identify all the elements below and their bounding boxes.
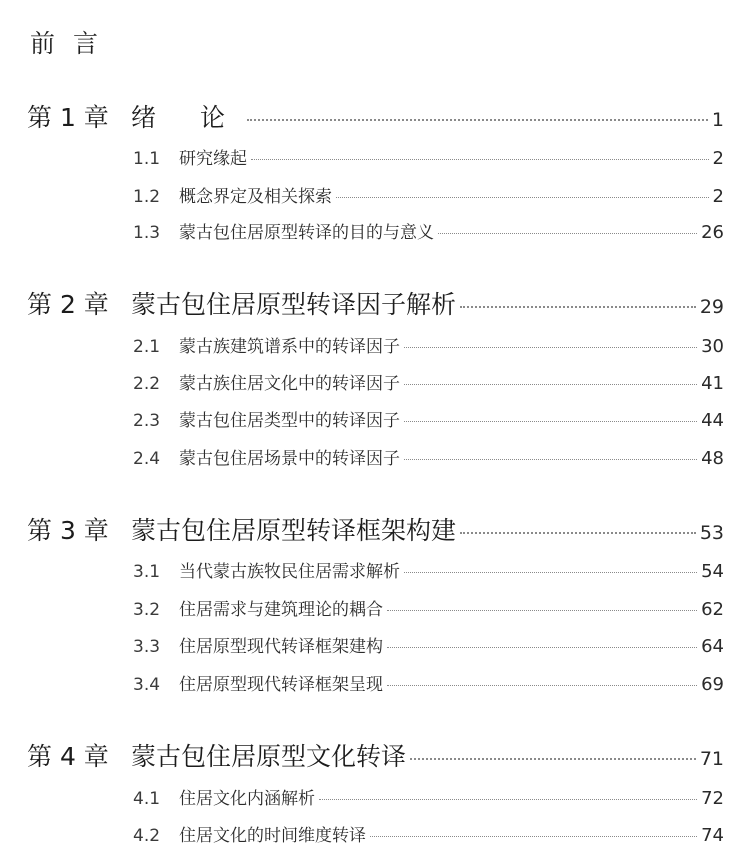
toc-section-3-3[interactable] [133, 632, 724, 657]
toc-chapter-2[interactable] [27, 285, 724, 321]
chapter-label: 第 1 章 [27, 103, 109, 132]
page-number: 74 [701, 825, 724, 846]
page-number: 2 [712, 186, 724, 207]
section-number: 1.2 [133, 187, 161, 207]
toc-section-3-1[interactable] [133, 557, 724, 582]
dot-leader [404, 384, 697, 385]
section-number: 1.3 [133, 223, 161, 243]
section-number: 3.3 [133, 637, 161, 657]
page-number: 71 [699, 748, 724, 770]
chapter-title: 绪 论 [131, 103, 243, 132]
dot-leader [319, 799, 697, 800]
toc-section-2-2[interactable] [133, 369, 724, 394]
toc-chapter-1[interactable] [27, 98, 724, 134]
section-title: 概念界定及相关探索 [179, 187, 332, 207]
page-number: 26 [701, 222, 724, 243]
chapter-title: 蒙古包住居原型文化转译 [131, 742, 407, 771]
page-number: 41 [701, 373, 724, 394]
toc-section-3-2[interactable] [133, 595, 724, 620]
toc-section-3-4[interactable] [133, 670, 724, 695]
dot-leader [404, 572, 697, 573]
section-number: 4.2 [133, 826, 161, 846]
section-number: 1.1 [133, 149, 161, 169]
section-title: 蒙古包住居类型中的转译因子 [179, 411, 400, 431]
section-title: 研究缘起 [179, 149, 247, 169]
page-number: 2 [712, 148, 724, 169]
chapter-label: 第 3 章 [27, 516, 109, 545]
section-title: 住居文化的时间维度转译 [179, 826, 366, 846]
dot-leader [404, 459, 697, 460]
page-number: 69 [701, 674, 724, 695]
section-title: 住居原型现代转译框架呈现 [179, 675, 383, 695]
toc-section-1-2[interactable] [133, 182, 724, 207]
dot-leader [404, 347, 697, 348]
toc-section-4-1[interactable] [133, 784, 724, 809]
section-title: 住居原型现代转译框架建构 [179, 637, 383, 657]
preface-heading[interactable]: 前言 [30, 29, 117, 58]
toc-section-2-4[interactable] [133, 444, 724, 469]
page-number: 1 [711, 109, 724, 131]
toc-chapter-4[interactable] [27, 737, 724, 773]
toc-section-1-3[interactable] [133, 218, 724, 243]
section-title: 蒙古族住居文化中的转译因子 [179, 374, 400, 394]
dot-leader [410, 758, 696, 760]
toc-section-1-1[interactable] [133, 144, 724, 169]
dot-leader [460, 532, 696, 534]
dot-leader [438, 233, 697, 234]
dot-leader [387, 685, 697, 686]
section-title: 住居文化内涵解析 [179, 789, 315, 809]
section-number: 2.1 [133, 337, 161, 357]
page-number: 54 [701, 561, 724, 582]
page-number: 44 [701, 410, 724, 431]
page-number: 64 [701, 636, 724, 657]
dot-leader [336, 197, 709, 198]
toc-section-2-1[interactable] [133, 332, 724, 357]
section-number: 4.1 [133, 789, 161, 809]
page-number: 62 [701, 599, 724, 620]
dot-leader [251, 159, 709, 160]
section-title: 蒙古包住居原型转译的目的与意义 [179, 223, 434, 243]
toc-section-2-3[interactable] [133, 406, 724, 431]
section-number: 3.4 [133, 675, 161, 695]
chapter-label: 第 2 章 [27, 290, 109, 319]
toc-section-4-2[interactable] [133, 821, 724, 846]
section-title: 当代蒙古族牧民住居需求解析 [179, 562, 400, 582]
section-title: 蒙古族建筑谱系中的转译因子 [179, 337, 400, 357]
section-number: 3.2 [133, 600, 161, 620]
dot-leader [247, 119, 708, 121]
page-number: 48 [701, 448, 724, 469]
chapter-title: 蒙古包住居原型转译因子解析 [131, 290, 457, 319]
dot-leader [370, 836, 697, 837]
page-number: 53 [699, 522, 724, 544]
dot-leader [387, 647, 697, 648]
section-title: 住居需求与建筑理论的耦合 [179, 600, 383, 620]
section-number: 2.3 [133, 411, 161, 431]
section-number: 2.2 [133, 374, 161, 394]
chapter-title: 蒙古包住居原型转译框架构建 [131, 516, 457, 545]
section-title: 蒙古包住居场景中的转译因子 [179, 449, 400, 469]
section-number: 3.1 [133, 562, 161, 582]
section-number: 2.4 [133, 449, 161, 469]
dot-leader [387, 610, 697, 611]
dot-leader [460, 306, 696, 308]
toc-chapter-3[interactable] [27, 511, 724, 547]
chapter-label: 第 4 章 [27, 742, 109, 771]
page-number: 29 [699, 296, 724, 318]
page-number: 30 [701, 336, 724, 357]
dot-leader [404, 421, 697, 422]
page-number: 72 [701, 788, 724, 809]
